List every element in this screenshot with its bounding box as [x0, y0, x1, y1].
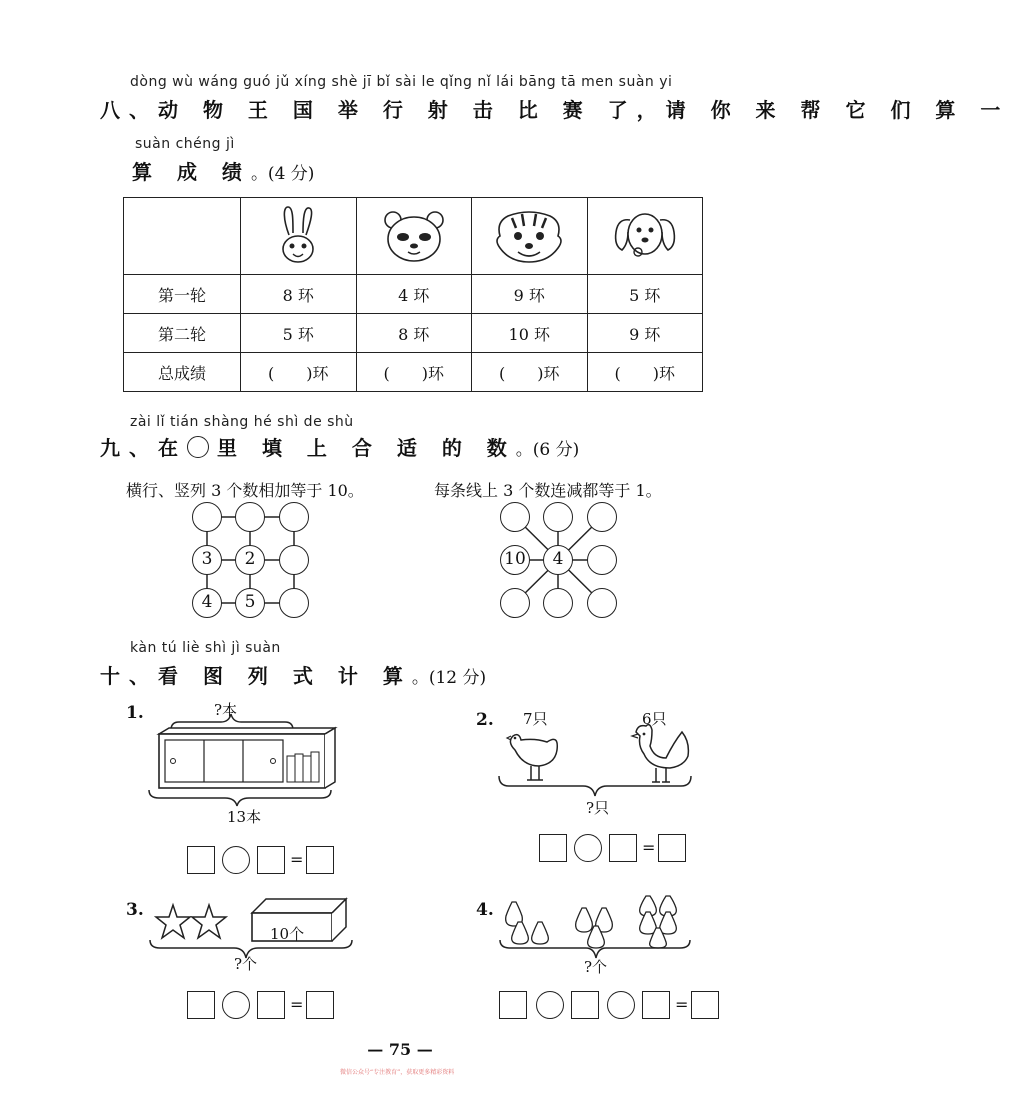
answer-box[interactable] [257, 991, 285, 1019]
score-cell: 5 环 [241, 314, 357, 353]
answer-cell[interactable]: ( )环 [472, 353, 588, 392]
grid-circle[interactable] [279, 502, 309, 532]
score-cell: 8 环 [356, 314, 472, 353]
grid-circle[interactable] [235, 502, 265, 532]
star-instruction: 每条线上 3 个数连减都等于 1。 [434, 481, 662, 500]
answer-box[interactable] [539, 834, 567, 862]
answer-box[interactable] [658, 834, 686, 862]
tiger-cell [472, 198, 588, 275]
answer-box[interactable] [306, 846, 334, 874]
grid-circle: 5 [235, 588, 265, 618]
answer-box[interactable] [691, 991, 719, 1019]
equals-sign: = [675, 995, 689, 1014]
pear-icon [576, 908, 593, 932]
answer-box[interactable] [187, 846, 215, 874]
section9-pinyin: zài lǐ tián shàng hé shì de shù [130, 414, 354, 430]
rabbit-cell [241, 198, 357, 275]
section8-title-line2: 算 成 绩。(4 分) [132, 160, 315, 184]
answer-box[interactable] [499, 991, 527, 1019]
panda-cell [356, 198, 472, 275]
equals-sign: = [290, 850, 304, 869]
star-circle[interactable] [500, 588, 530, 618]
answer-box[interactable] [257, 846, 285, 874]
problem1-number: 1. [126, 703, 144, 723]
operator-circle[interactable] [536, 991, 564, 1019]
section9-title: 九、在 里 填 上 合 适 的 数。(6 分) [100, 436, 580, 460]
row-label: 第一轮 [124, 275, 241, 314]
problem3-bottom-label: ?个 [234, 955, 258, 973]
circle-symbol-icon [187, 436, 209, 458]
grid-circle: 4 [192, 588, 222, 618]
problem2-brace [495, 774, 695, 798]
star-icon [192, 905, 226, 938]
operator-circle[interactable] [607, 991, 635, 1019]
problem2-right-label: 6只 [642, 710, 667, 728]
equals-sign: = [290, 995, 304, 1014]
section10-pinyin: kàn tú liè shì jì suàn [130, 640, 281, 656]
score-cell: 10 环 [472, 314, 588, 353]
dog-icon [610, 206, 680, 266]
answer-box[interactable] [306, 991, 334, 1019]
answer-cell[interactable]: ( )环 [356, 353, 472, 392]
problem2-bottom-label: ?只 [586, 799, 610, 817]
grid-circle[interactable] [192, 502, 222, 532]
score-cell: 5 环 [587, 275, 703, 314]
star-circle: 10 [500, 545, 530, 575]
star-circle[interactable] [587, 545, 617, 575]
answer-box[interactable] [571, 991, 599, 1019]
section8-pinyin-line2: suàn chéng jì [135, 136, 235, 152]
pears-group [498, 890, 694, 960]
table-corner-cell [124, 198, 241, 275]
score-cell: 8 环 [241, 275, 357, 314]
score-table [123, 197, 703, 392]
row-label: 第二轮 [124, 314, 241, 353]
score-cell: 4 环 [356, 275, 472, 314]
row-label: 总成绩 [124, 353, 241, 392]
pear-icon [532, 922, 549, 944]
answer-cell[interactable]: ( )环 [241, 353, 357, 392]
box-label: 10个 [270, 925, 305, 943]
problem4-bottom-label: ?个 [584, 958, 608, 976]
answer-box[interactable] [642, 991, 670, 1019]
section10-title: 十、看 图 列 式 计 算。(12 分) [100, 664, 487, 688]
page-number: — 75 — [367, 1040, 433, 1059]
tiger-icon [492, 208, 566, 264]
operator-circle[interactable] [222, 846, 250, 874]
problem2-number: 2. [476, 710, 494, 730]
grid-circle[interactable] [279, 588, 309, 618]
operator-circle[interactable] [574, 834, 602, 862]
star-circle[interactable] [587, 588, 617, 618]
operator-circle[interactable] [222, 991, 250, 1019]
section8-pinyin-line1: dòng wù wáng guó jǔ xíng shè jī bǐ sài le qǐng nǐ lái bāng tā men suàn yi [130, 74, 673, 90]
section8-title-line1: 八、动 物 王 国 举 行 射 击 比 赛 了，请 你 来 帮 它 们 算 一 [100, 98, 1009, 122]
score-cell: 9 环 [587, 314, 703, 353]
problem3-number: 3. [126, 900, 144, 920]
problem4-number: 4. [476, 900, 494, 920]
bookshelf-icon [145, 712, 345, 810]
problem1-top-label: ?本 [214, 701, 238, 719]
star-circle[interactable] [543, 588, 573, 618]
star-circle-center: 4 [543, 545, 573, 575]
grid-circle: 2 [235, 545, 265, 575]
answer-box[interactable] [187, 991, 215, 1019]
grid-instruction: 横行、竖列 3 个数相加等于 10。 [126, 481, 364, 500]
table-row [124, 314, 703, 353]
table-row [124, 275, 703, 314]
dog-cell [587, 198, 703, 275]
stars-group [155, 903, 235, 943]
star-circle[interactable] [543, 502, 573, 532]
grid-circle: 3 [192, 545, 222, 575]
panda-icon [381, 208, 447, 264]
footer-watermark: 微信公众号“专注教育”，获取更多精彩资料 [340, 1069, 455, 1076]
star-circle[interactable] [500, 502, 530, 532]
answer-box[interactable] [609, 834, 637, 862]
star-circle[interactable] [587, 502, 617, 532]
problem2-left-label: 7只 [523, 710, 548, 728]
grid-circle[interactable] [279, 545, 309, 575]
table-row [124, 353, 703, 392]
equals-sign: = [642, 838, 656, 857]
star-icon [156, 905, 190, 938]
answer-cell[interactable]: ( )环 [587, 353, 703, 392]
score-cell: 9 环 [472, 275, 588, 314]
rabbit-icon [273, 205, 323, 267]
problem1-bottom-label: 13本 [227, 808, 262, 826]
